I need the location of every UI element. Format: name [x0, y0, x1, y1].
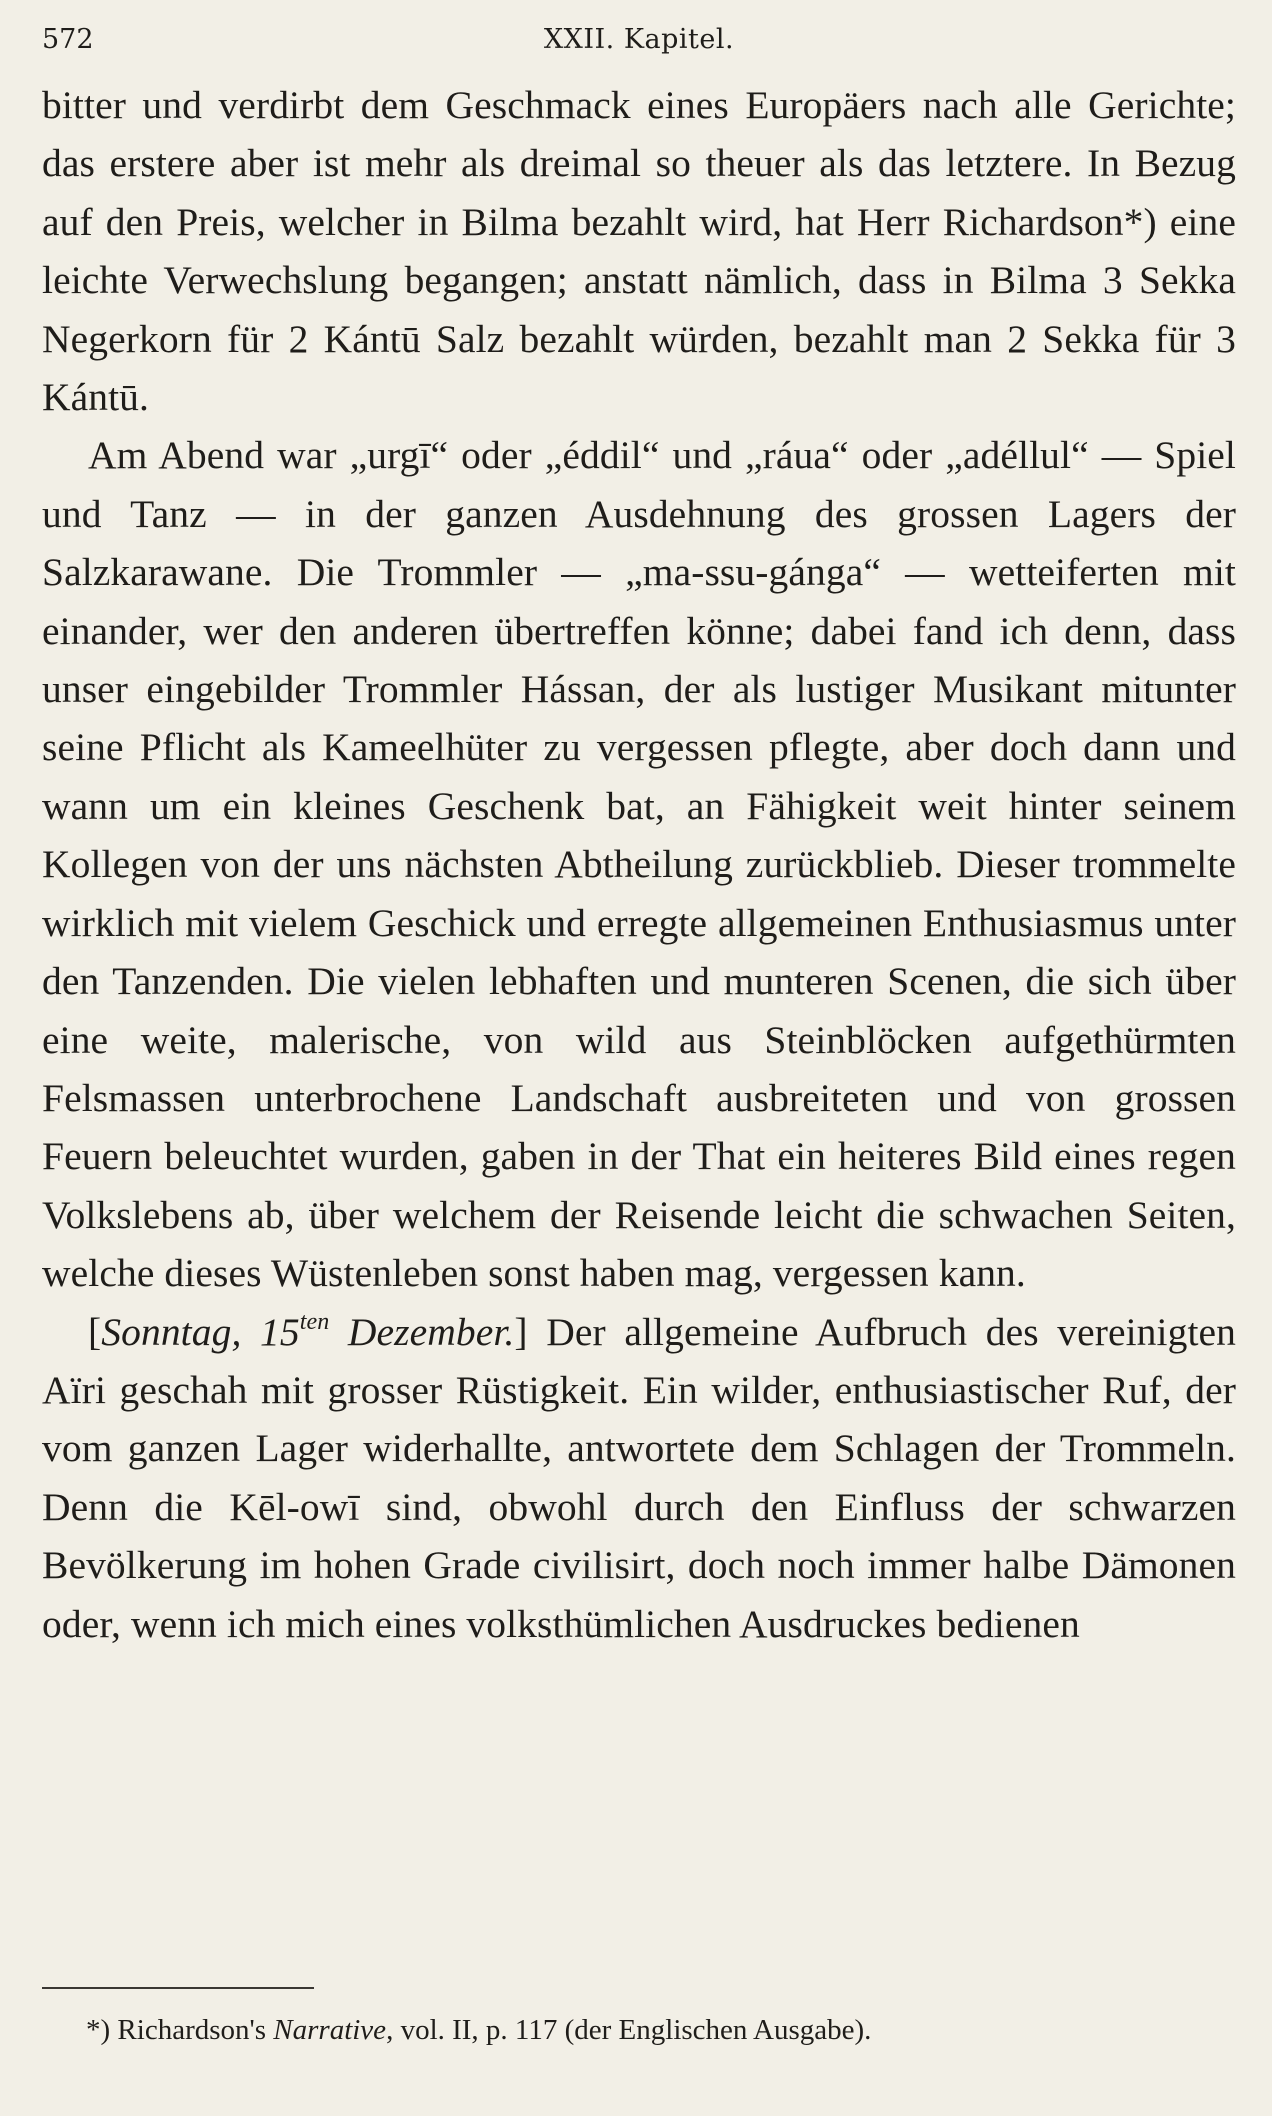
footnote-divider	[42, 1987, 314, 1989]
footnote-text-before: Richardson's	[110, 2014, 274, 2046]
date-month: Dezember.	[329, 1309, 515, 1354]
footnote-text-after: , vol. II, p. 117 (der Englischen Ausgabe).	[386, 2014, 872, 2046]
body-text	[42, 76, 1236, 1653]
date-bracket-open: [	[88, 1309, 102, 1354]
footnote-marker: *)	[86, 2014, 111, 2046]
paragraph-2: Am Abend war „urgī“ oder „éddil“ und „ráua“ oder „adéllul“ — Spiel und Tanz — in der ganzen Ausdehnung des grossen Lagers der Salzkarawane. Die Trommler — „ma-ssu-gánga“ — wetteiferten mit einander, wer den anderen übertreffen könne; dabei fand ich denn, dass unser eingebilder Trommler Hássan, der als lustiger Musikant mitunter seine Pflicht als Kameelhüter zu vergessen pflegte, aber doch dann und wann um ein kleines Geschenk bat, an Fähigkeit weit hinter seinem Kollegen von der uns nächsten Abtheilung zurückblieb. Dieser trommelte wirklich mit vielem Geschick und erregte allgemeinen Enthusiasmus unter den Tanzenden. Die vielen lebhaften und munteren Scenen, die sich über eine weite, malerische, von wild aus Steinblöcken aufgethürmten Felsmassen unterbrochene Landschaft ausbreiteten und von grossen Feuern beleuchtet wurden, gaben in der That ein heiteres Bild eines regen Volkslebens ab, über welchem der Reisende leicht die schwachen Seiten, welche dieses Wüstenleben sonst haben mag, vergessen kann.	[42, 433, 1236, 1296]
date-bracket-close: ]	[514, 1309, 528, 1354]
date-superscript: ten	[299, 1308, 330, 1335]
page-header	[42, 18, 1236, 76]
paragraph-3	[42, 1303, 1236, 1653]
running-head: XXII. Kapitel.	[543, 24, 735, 55]
date-day: Sonntag, 15	[101, 1309, 300, 1354]
paragraph-1: bitter und verdirbt dem Geschmack eines Europäers nach alle Gerichte; das erstere aber ist mehr als dreimal so theuer als das letztere. In Bezug auf den Preis, welcher in Bilma bezahlt wird, hat Herr Richardson*) eine leichte Verwechslung begangen; anstatt nämlich, dass in Bilma 3 Sekka Negerkorn für 2 Kántū Salz bezahlt würden, bezahlt man 2 Sekka für 3 Kántū.	[42, 83, 1236, 420]
footnote	[86, 2012, 1236, 2048]
paragraph-3-text: Der allgemeine Aufbruch des vereinigten Aïri geschah mit grosser Rüstigkeit. Ein wilder, enthusiastischer Ruf, der vom ganzen Lager widerhallte, antwortete dem Schlagen der Trommeln. Denn die Kēl-owī sind, obwohl durch den Einfluss der schwarzen Bevölkerung im hohen Grade civilisirt, doch noch immer halbe Dämonen oder, wenn ich mich eines volksthümlichen Ausdruckes bedienen	[42, 1309, 1237, 1646]
footnote-italic-title: Narrative	[273, 2014, 387, 2046]
page-number: 572	[42, 24, 94, 55]
